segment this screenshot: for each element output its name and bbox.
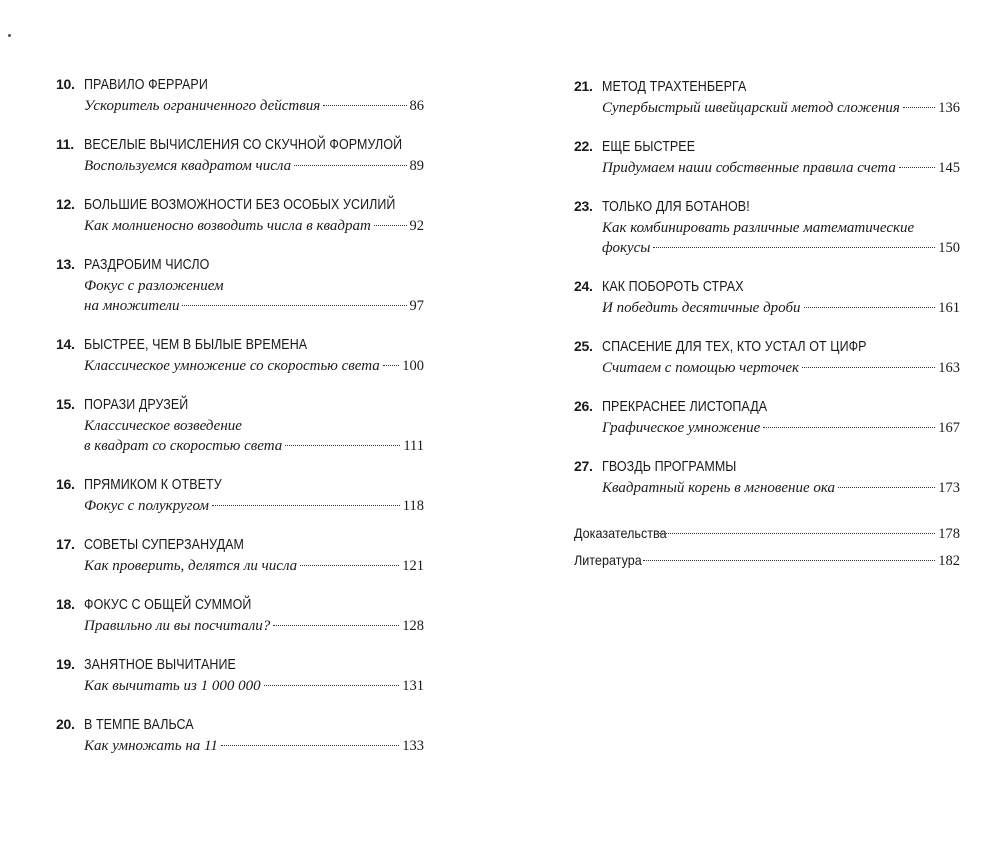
page-number: 100 xyxy=(402,358,424,374)
chapter-subtitle-line xyxy=(602,160,960,180)
toc-entry xyxy=(56,596,424,638)
page-number: 150 xyxy=(938,240,960,256)
chapter-title: РАЗДРОБИМ ЧИСЛО xyxy=(84,257,210,273)
chapter-subtitle-line xyxy=(602,100,960,120)
chapter-title: ТОЛЬКО ДЛЯ БОТАНОВ! xyxy=(602,199,750,215)
chapter-subtitle-line xyxy=(602,480,960,500)
extra-label: Литература xyxy=(574,552,642,568)
chapter-subtitle-line xyxy=(84,158,424,178)
subtitle-text: Как комбинировать различные математические xyxy=(602,220,915,236)
chapter-title: ЕЩЕ БЫСТРЕЕ xyxy=(602,139,696,155)
dot-leader xyxy=(212,505,400,506)
dot-leader xyxy=(182,305,406,306)
chapter-number: 11. xyxy=(56,136,74,152)
toc-entry xyxy=(56,336,424,378)
dot-leader xyxy=(763,427,935,428)
chapter-subtitle-line xyxy=(602,420,960,440)
subtitle-text: Фокус с разложением xyxy=(84,278,224,294)
subtitle-text: И победить десятичные дроби xyxy=(602,300,801,316)
subtitle-text: на множители xyxy=(84,298,180,314)
page-number: 89 xyxy=(409,158,424,174)
chapter-title: СОВЕТЫ СУПЕРЗАНУДАМ xyxy=(84,537,245,553)
toc-entry xyxy=(56,476,424,518)
toc-extra-entry xyxy=(574,552,960,574)
page-number: 173 xyxy=(938,480,960,496)
dot-leader xyxy=(300,565,399,566)
toc-entry xyxy=(56,256,424,318)
subtitle-text: Воспользуемся квадратом числа xyxy=(84,158,292,174)
chapter-subtitle-line xyxy=(84,358,424,378)
chapter-number: 14. xyxy=(56,336,75,352)
chapter-number: 21. xyxy=(574,78,593,94)
dot-leader xyxy=(285,445,400,446)
toc-entry xyxy=(574,398,960,440)
toc-extra-entry xyxy=(574,525,960,547)
page-number: 97 xyxy=(409,298,424,314)
dot-leader xyxy=(804,307,936,308)
chapter-number: 13. xyxy=(56,256,75,272)
toc-entry xyxy=(56,76,424,118)
chapter-number: 16. xyxy=(56,476,75,492)
page-number: 178 xyxy=(938,526,960,542)
toc-entry xyxy=(56,656,424,698)
chapter-subtitle-line xyxy=(84,618,424,638)
toc-entry xyxy=(574,338,960,380)
chapter-title: ПРЕКРАСНЕЕ ЛИСТОПАДА xyxy=(602,399,768,415)
page-number: 121 xyxy=(402,558,424,574)
subtitle-text: Как вычитать из 1 000 000 xyxy=(84,678,261,694)
subtitle-text: Классическое умножение со скоростью света xyxy=(84,358,380,374)
page-number: 161 xyxy=(938,300,960,316)
page-number: 136 xyxy=(938,100,960,116)
subtitle-text: Квадратный корень в мгновение ока xyxy=(602,480,836,496)
toc-entry xyxy=(574,138,960,180)
toc-entry xyxy=(56,136,424,178)
subtitle-text: Правильно ли вы посчитали? xyxy=(84,618,271,634)
page-number: 167 xyxy=(938,420,960,436)
toc-entry xyxy=(574,198,960,260)
chapter-number: 12. xyxy=(56,196,75,212)
page-number: 118 xyxy=(402,498,424,514)
chapter-title: ПРАВИЛО ФЕРРАРИ xyxy=(84,77,208,93)
page-number: 182 xyxy=(938,553,960,569)
subtitle-text: Считаем с помощью черточек xyxy=(602,360,800,376)
dot-leader xyxy=(294,165,406,166)
dot-leader xyxy=(221,745,399,746)
chapter-number: 22. xyxy=(574,138,593,154)
chapter-title: ПРЯМИКОМ К ОТВЕТУ xyxy=(84,477,222,493)
chapter-subtitle-line xyxy=(602,220,960,240)
chapter-subtitle-line xyxy=(84,278,424,298)
dot-leader xyxy=(899,167,935,168)
chapter-subtitle-line xyxy=(602,300,960,320)
chapter-subtitle-line xyxy=(84,438,424,458)
chapter-title: КАК ПОБОРОТЬ СТРАХ xyxy=(602,279,744,295)
dot-leader xyxy=(653,247,935,248)
chapter-subtitle-line xyxy=(84,678,424,698)
chapter-subtitle-line xyxy=(84,98,424,118)
chapter-number: 27. xyxy=(574,458,593,474)
toc-entry xyxy=(56,396,424,458)
chapter-title: ВЕСЕЛЫЕ ВЫЧИСЛЕНИЯ СО СКУЧНОЙ ФОРМУЛОЙ xyxy=(84,137,403,153)
subtitle-text: Как умножать на 11 xyxy=(84,738,218,754)
chapter-title: БОЛЬШИЕ ВОЗМОЖНОСТИ БЕЗ ОСОБЫХ УСИЛИЙ xyxy=(84,197,396,213)
chapter-subtitle-line xyxy=(84,558,424,578)
dot-leader xyxy=(659,533,935,534)
chapter-title: В ТЕМПЕ ВАЛЬСА xyxy=(84,717,194,733)
chapter-subtitle-line xyxy=(602,360,960,380)
subtitle-text: Супербыстрый швейцарский метод сложения xyxy=(602,100,900,116)
page-number: 163 xyxy=(938,360,960,376)
chapter-subtitle-line xyxy=(84,298,424,318)
dot-leader xyxy=(264,685,400,686)
dot-leader xyxy=(374,225,407,226)
dot-leader xyxy=(383,365,400,366)
chapter-title: ФОКУС С ОБЩЕЙ СУММОЙ xyxy=(84,597,252,613)
dot-leader xyxy=(323,105,406,106)
toc-entry xyxy=(574,458,960,500)
toc-entry xyxy=(56,196,424,238)
subtitle-text: в квадрат со скоростью света xyxy=(84,438,283,454)
dot-leader xyxy=(838,487,935,488)
page-number: 145 xyxy=(938,160,960,176)
toc-entry xyxy=(574,78,960,120)
chapter-title: СПАСЕНИЕ ДЛЯ ТЕХ, КТО УСТАЛ ОТ ЦИФР xyxy=(602,339,867,355)
subtitle-text: Как молниеносно возводить числа в квадрат xyxy=(84,218,371,234)
dot-leader xyxy=(802,367,935,368)
chapter-number: 19. xyxy=(56,656,75,672)
chapter-title: ПОРАЗИ ДРУЗЕЙ xyxy=(84,397,189,413)
subtitle-text: Фокус с полукругом xyxy=(84,498,210,514)
chapter-number: 24. xyxy=(574,278,593,294)
chapter-title: ЗАНЯТНОЕ ВЫЧИТАНИЕ xyxy=(84,657,236,673)
subtitle-text: фокусы xyxy=(602,240,651,256)
chapter-subtitle-line xyxy=(602,240,960,260)
page-number: 86 xyxy=(409,98,424,114)
toc-entry xyxy=(574,278,960,320)
dot-leader xyxy=(903,107,935,108)
chapter-number: 23. xyxy=(574,198,593,214)
chapter-number: 26. xyxy=(574,398,593,414)
page-number: 111 xyxy=(403,438,424,454)
chapter-number: 15. xyxy=(56,396,75,412)
subtitle-text: Графическое умножение xyxy=(602,420,761,436)
dot-leader xyxy=(643,560,935,561)
chapter-number: 18. xyxy=(56,596,75,612)
chapter-number: 25. xyxy=(574,338,593,354)
page-number: 131 xyxy=(402,678,424,694)
page-number: 133 xyxy=(402,738,424,754)
subtitle-text: Классическое возведение xyxy=(84,418,242,434)
chapter-subtitle-line xyxy=(84,498,424,518)
scan-speck xyxy=(8,34,11,37)
chapter-subtitle-line xyxy=(84,418,424,438)
chapter-number: 20. xyxy=(56,716,75,732)
chapter-title: БЫСТРЕЕ, ЧЕМ В БЫЛЫЕ ВРЕМЕНА xyxy=(84,337,308,353)
toc-entry xyxy=(56,536,424,578)
chapter-title: ГВОЗДЬ ПРОГРАММЫ xyxy=(602,459,737,475)
toc-entry xyxy=(56,716,424,758)
dot-leader xyxy=(273,625,399,626)
subtitle-text: Как проверить, делятся ли числа xyxy=(84,558,298,574)
subtitle-text: Ускоритель ограниченного действия xyxy=(84,98,321,114)
page-number: 92 xyxy=(409,218,424,234)
chapter-subtitle-line xyxy=(84,738,424,758)
chapter-number: 10. xyxy=(56,76,75,92)
chapter-subtitle-line xyxy=(84,218,424,238)
subtitle-text: Придумаем наши собственные правила счета xyxy=(602,160,896,176)
chapter-title: МЕТОД ТРАХТЕНБЕРГА xyxy=(602,79,747,95)
page-number: 128 xyxy=(402,618,424,634)
chapter-number: 17. xyxy=(56,536,75,552)
extra-label: Доказательства xyxy=(574,525,667,541)
